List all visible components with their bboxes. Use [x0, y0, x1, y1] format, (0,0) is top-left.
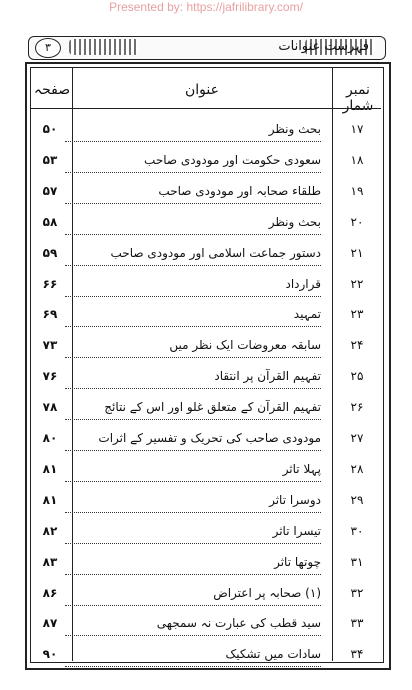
- toc-row-page: ۸۳: [42, 554, 58, 569]
- toc-row-title: [272, 555, 323, 569]
- toc-row: [31, 215, 381, 241]
- toc-row: [31, 246, 381, 272]
- toc-row-serial: ۲۹: [350, 492, 364, 507]
- toc-row: [31, 431, 381, 457]
- toc-row: [31, 586, 381, 612]
- toc-row-title: [96, 431, 323, 445]
- toc-row-title-text: بحث ونظر: [268, 122, 321, 136]
- toc-row: [31, 400, 381, 426]
- toc-row-serial: ۲۷: [350, 431, 364, 445]
- toc-row: [31, 277, 381, 303]
- watermark-text: Presented by: https://jafrilibrary.com/: [109, 0, 303, 14]
- toc-row-title-text: (۱) صحابہ پر اعتراض: [213, 585, 321, 600]
- toc-row-serial: ۳۳: [350, 616, 364, 631]
- ornament-left: [69, 39, 139, 55]
- column-header-page: صفحہ: [33, 82, 71, 98]
- toc-row-leader: [65, 450, 321, 451]
- toc-row-leader: [65, 357, 321, 358]
- toc-row-page: ۵۹: [42, 245, 58, 260]
- toc-row-leader: [65, 635, 321, 636]
- toc-row-serial: ۲۰: [350, 214, 364, 229]
- toc-row-title-text: سابقہ معروضات ایک نظر میں: [169, 338, 321, 353]
- toc-row-leader: [65, 388, 321, 389]
- toc-row: [31, 369, 381, 395]
- toc-row-serial: ۳۲: [350, 585, 364, 600]
- toc-row-title-text: پہلا تاثر: [282, 461, 321, 476]
- toc-row-leader: [65, 172, 321, 173]
- toc-row-title-text: چوتھا تاثر: [274, 554, 321, 569]
- toc-row: [31, 153, 381, 179]
- toc-row-serial: ۳۰: [350, 523, 364, 538]
- toc-row-serial: ۲۵: [350, 369, 364, 384]
- toc-row-serial: ۲۲: [350, 276, 364, 291]
- toc-row: [31, 122, 381, 148]
- toc-row-page: ۷۸: [42, 400, 58, 415]
- toc-row-title: [271, 524, 323, 538]
- toc-row-title: [267, 215, 323, 229]
- toc-row-leader: [65, 234, 321, 235]
- toc-row-leader: [65, 141, 321, 142]
- toc-row-page: ۷۶: [42, 369, 58, 384]
- toc-row-leader: [65, 481, 321, 482]
- page-number: ٣: [35, 38, 61, 58]
- toc-row-title: [223, 647, 323, 661]
- toc-row-title: [267, 122, 323, 136]
- toc-row-leader: [65, 666, 321, 667]
- toc-row-serial: ۲۳: [350, 307, 364, 322]
- column-header-title: عنوان: [185, 82, 219, 98]
- toc-row-title: [155, 616, 323, 630]
- toc-row: [31, 338, 381, 364]
- toc-row-title-text: مودودی صاحب کی تحریک و تفسیر کے اثرات: [98, 431, 321, 445]
- toc-row-title: [102, 400, 323, 414]
- toc-row-title-text: سادات میں تشکیک: [225, 647, 321, 662]
- toc-row-title-text: سید قطب کی عبارت نہ سمجھی: [156, 616, 321, 631]
- toc-row-serial: ۱۹: [350, 183, 364, 198]
- toc-row-serial: ۱۷: [350, 122, 364, 136]
- toc-row-serial: ۲۸: [350, 461, 364, 476]
- toc-row-page: ۸۷: [42, 616, 58, 631]
- toc-row-title: [292, 307, 323, 321]
- toc-row-page: ۶۹: [42, 307, 58, 322]
- toc-row-title: [267, 493, 323, 507]
- toc-row-serial: ۲۱: [350, 245, 364, 260]
- toc-row-title-text: بحث ونظر: [268, 214, 321, 229]
- toc-row-serial: ۳۱: [350, 554, 364, 569]
- toc-row: [31, 524, 381, 550]
- toc-row-title: [281, 462, 323, 476]
- toc-row-page: ۵۳: [42, 152, 58, 167]
- toc-row-leader: [65, 419, 321, 420]
- toc-row-title: [211, 586, 323, 600]
- toc-row-serial: ۳۴: [350, 647, 364, 662]
- toc-row-page: ۸۲: [42, 523, 58, 538]
- toc-row-title: [167, 338, 323, 352]
- toc-row: [31, 555, 381, 581]
- column-header-serial: نمبر شمار: [342, 82, 374, 114]
- toc-row-title: [156, 184, 323, 198]
- toc-row-title-text: تمہید: [293, 307, 321, 322]
- toc-row-title-text: سعودی حکومت اور مودودی صاحب: [144, 152, 321, 167]
- toc-row-title-text: دوسرا تاثر: [269, 492, 321, 507]
- toc-row-leader: [65, 326, 321, 327]
- toc-row-title: [142, 153, 323, 167]
- toc-row-page: ۵۷: [42, 183, 58, 198]
- toc-row-serial: ۱۸: [350, 152, 364, 167]
- toc-row-page: ۸۰: [42, 431, 58, 445]
- toc-row-title: [283, 277, 323, 291]
- header-band: [28, 36, 386, 60]
- toc-row-title: [109, 246, 324, 260]
- toc-row-title-text: قرارداد: [285, 276, 321, 291]
- toc-row-leader: [65, 512, 321, 513]
- toc-row-page: ۷۳: [42, 338, 58, 353]
- toc-row-title-text: تیسرا تاثر: [272, 523, 321, 538]
- toc-row-page: ۵۰: [42, 122, 58, 136]
- toc-row-title-text: تفہیم القرآن کے متعلق غلو اور اس کے نتائج: [104, 400, 321, 415]
- toc-row-page: ۸۱: [42, 492, 58, 507]
- toc-row-serial: ۲۴: [350, 338, 364, 353]
- toc-row: [31, 616, 381, 642]
- toc-row-leader: [65, 574, 321, 575]
- toc-row-title: [212, 369, 323, 383]
- toc-row-leader: [65, 265, 321, 266]
- toc-row-page: ۹۰: [42, 647, 58, 662]
- toc-row: [31, 647, 381, 673]
- toc-row-leader: [65, 296, 321, 297]
- toc-row: [31, 307, 381, 333]
- toc-row-leader: [65, 605, 321, 606]
- toc-row-title-text: طلقاء صحابہ اور مودودی صاحب: [158, 183, 321, 198]
- toc-row-serial: ۲۶: [350, 400, 364, 415]
- toc-row: [31, 184, 381, 210]
- toc-row: [31, 493, 381, 519]
- toc-row-title-text: تفہیم القرآن پر انتقاد: [214, 369, 321, 384]
- toc-row-page: ۸۶: [42, 585, 58, 600]
- header-title: فہرست عنوانات: [278, 39, 369, 54]
- toc-row-page: ۸۱: [42, 461, 58, 476]
- toc-row-page: ۵۸: [42, 214, 58, 229]
- toc-row-title-text: دستور جماعت اسلامی اور مودودی صاحب: [110, 245, 321, 260]
- toc-row: [31, 462, 381, 488]
- toc-row-page: ۶۶: [42, 276, 58, 291]
- toc-row-leader: [65, 543, 321, 544]
- toc-row-leader: [65, 203, 321, 204]
- header-rule: [31, 108, 381, 109]
